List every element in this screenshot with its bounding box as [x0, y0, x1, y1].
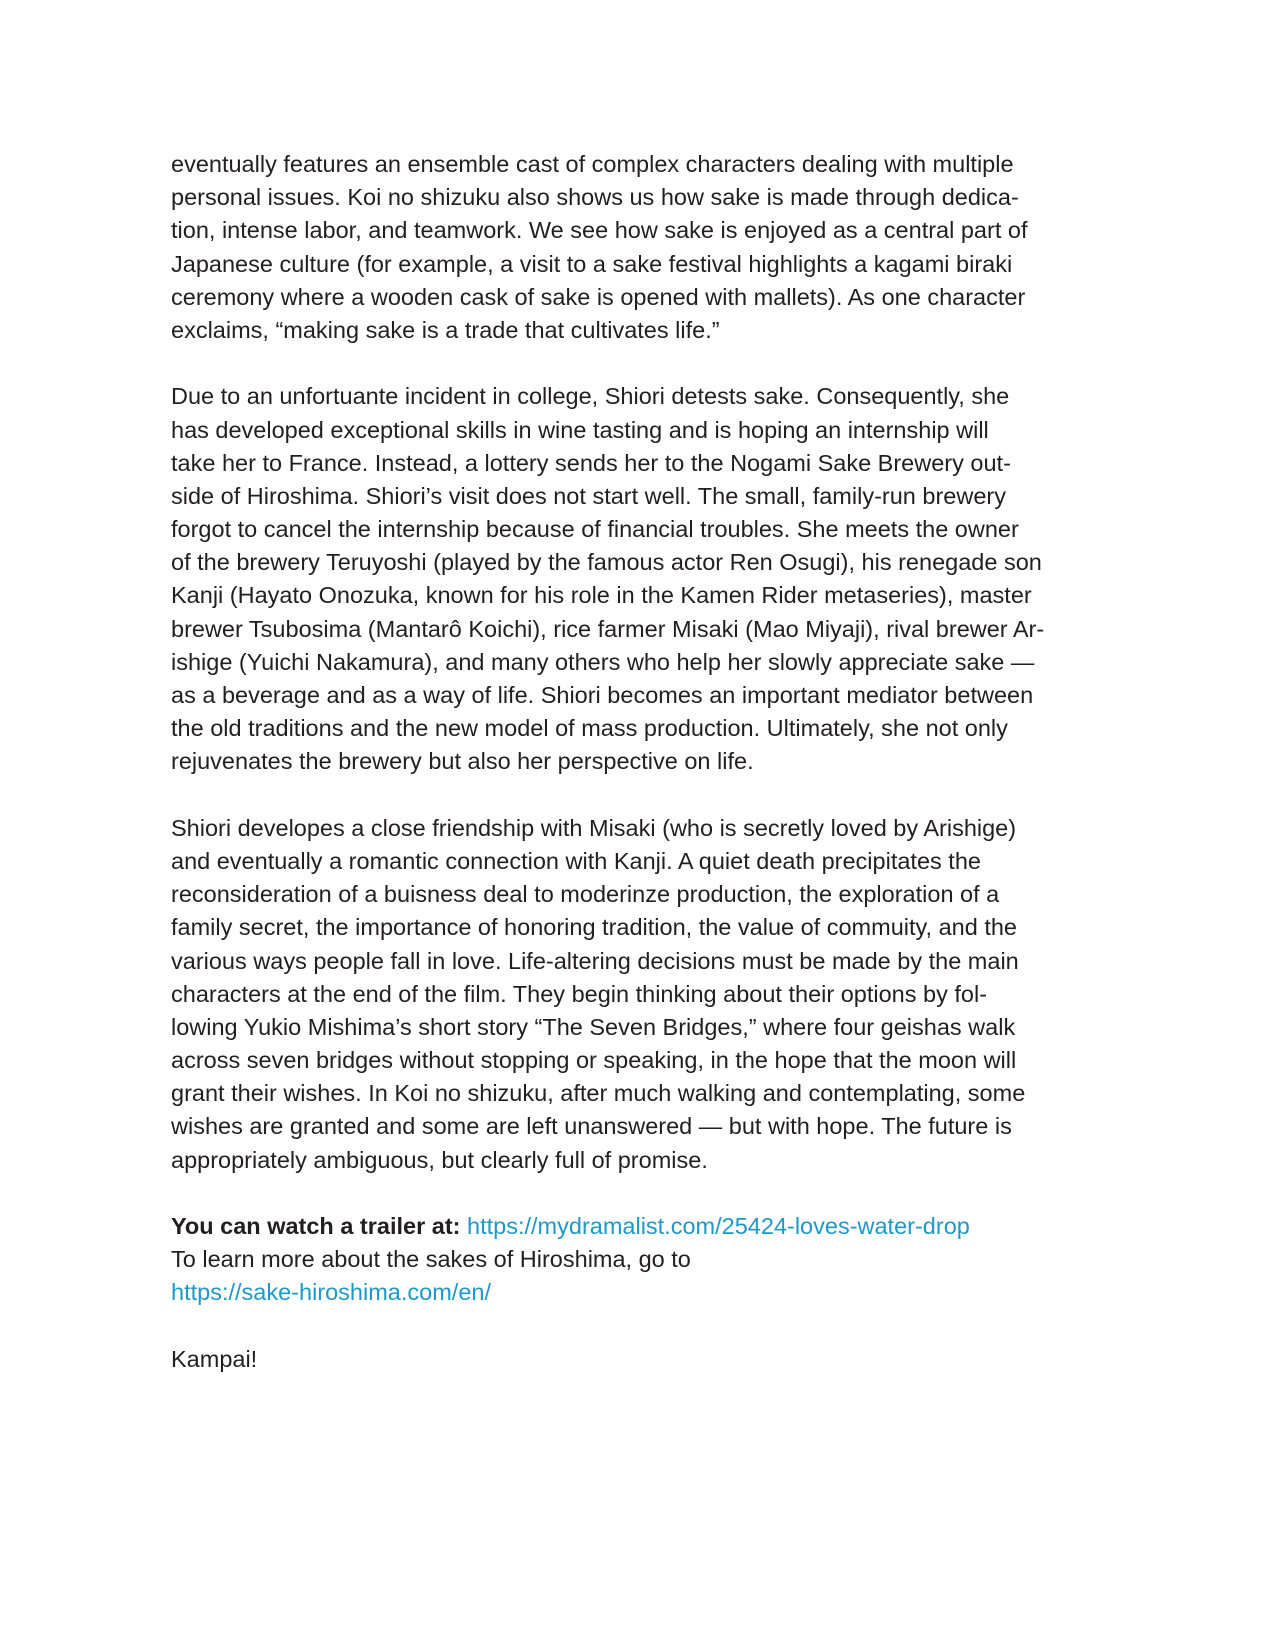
text-line: various ways people fall in love. Life-altering decisions must be made by the main: [171, 947, 1019, 974]
paragraph-2: [171, 380, 1111, 778]
article-page: [171, 148, 1111, 1376]
text-line: Shiori developes a close friendship with Misaki (who is secretly loved by Arishige): [171, 814, 1017, 841]
text-line: Due to an unfortuante incident in college, Shiori detests sake. Consequently, she: [171, 383, 1010, 410]
text-line: appropriately ambiguous, but clearly full of promise.: [171, 1146, 708, 1173]
text-line: ishige (Yuichi Nakamura), and many others who help her slowly appreciate sake —: [171, 648, 1035, 675]
paragraph-1: [171, 148, 1111, 347]
trailer-link[interactable]: https://mydramalist.com/25424-loves-water-drop: [467, 1213, 970, 1239]
text-line: personal issues. Koi no shizuku also shows us how sake is made through dedica-: [171, 184, 1019, 211]
paragraph-spacer: [171, 1310, 1111, 1343]
text-line: of the brewery Teruyoshi (played by the famous actor Ren Osugi), his renegade son: [171, 549, 1042, 576]
trailer-line: [171, 1210, 1111, 1243]
sakes-link[interactable]: https://sake-hiroshima.com/en/: [171, 1279, 491, 1306]
text-line: lowing Yukio Mishima’s short story “The Seven Bridges,” where four geishas walk: [171, 1013, 1016, 1040]
closing-text: Kampai!: [171, 1345, 258, 1372]
text-line: across seven bridges without stopping or speaking, in the hope that the moon will: [171, 1047, 1017, 1074]
text-line: take her to France. Instead, a lottery sends her to the Nogami Sake Brewery out-: [171, 449, 1011, 476]
text-line: brewer Tsubosima (Mantarô Koichi), rice farmer Misaki (Mao Miyaji), rival brewer Ar-: [171, 615, 1045, 642]
text-line: characters at the end of the film. They begin thinking about their options by fol-: [171, 980, 988, 1007]
trailer-label: You can watch a trailer at:: [171, 1213, 461, 1239]
text-line: forgot to cancel the internship because of financial troubles. She meets the owner: [171, 516, 1019, 543]
text-line: eventually features an ensemble cast of complex characters dealing with multiple: [171, 151, 1014, 177]
text-line: exclaims, “making sake is a trade that cultivates life.”: [171, 316, 720, 343]
text-line: has developed exceptional skills in wine tasting and is hoping an internship will: [171, 416, 989, 443]
text-line: side of Hiroshima. Shiori’s visit does not start well. The small, family-run brewery: [171, 482, 1006, 509]
text-line: as a beverage and as a way of life. Shiori becomes an important mediator between: [171, 682, 1034, 708]
text-line: reconsideration of a buisness deal to moderinze production, the exploration of a: [171, 881, 1000, 908]
text-line: Japanese culture (for example, a visit to a sake festival highlights a kagami biraki: [171, 250, 1013, 277]
text-line: the old traditions and the new model of mass production. Ultimately, she not only: [171, 715, 1008, 742]
text-line: ceremony where a wooden cask of sake is opened with mallets). As one character: [171, 283, 1026, 310]
paragraph-spacer: [171, 347, 1111, 380]
text-line: Kanji (Hayato Onozuka, known for his role in the Kamen Rider metaseries), master: [171, 582, 1032, 609]
text-line: wishes are granted and some are left unanswered — but with hope. The future is: [171, 1113, 1012, 1140]
paragraph-spacer: [171, 779, 1111, 812]
text-line: grant their wishes. In Koi no shizuku, after much walking and contemplating, some: [171, 1080, 1026, 1107]
sakes-line: [171, 1276, 1111, 1309]
text-line: and eventually a romantic connection with Kanji. A quiet death precipitates the: [171, 847, 981, 874]
links-section: [171, 1210, 1111, 1310]
text-line: rejuvenates the brewery but also her perspective on life.: [171, 748, 754, 775]
text-line: family secret, the importance of honoring tradition, the value of commuity, and the: [171, 914, 1017, 941]
text-line: tion, intense labor, and teamwork. We see how sake is enjoyed as a central part of: [171, 217, 1028, 244]
paragraph-3: [171, 812, 1111, 1177]
sakes-text: To learn more about the sakes of Hiroshima, go to: [171, 1246, 691, 1273]
paragraph-spacer: [171, 1177, 1111, 1210]
